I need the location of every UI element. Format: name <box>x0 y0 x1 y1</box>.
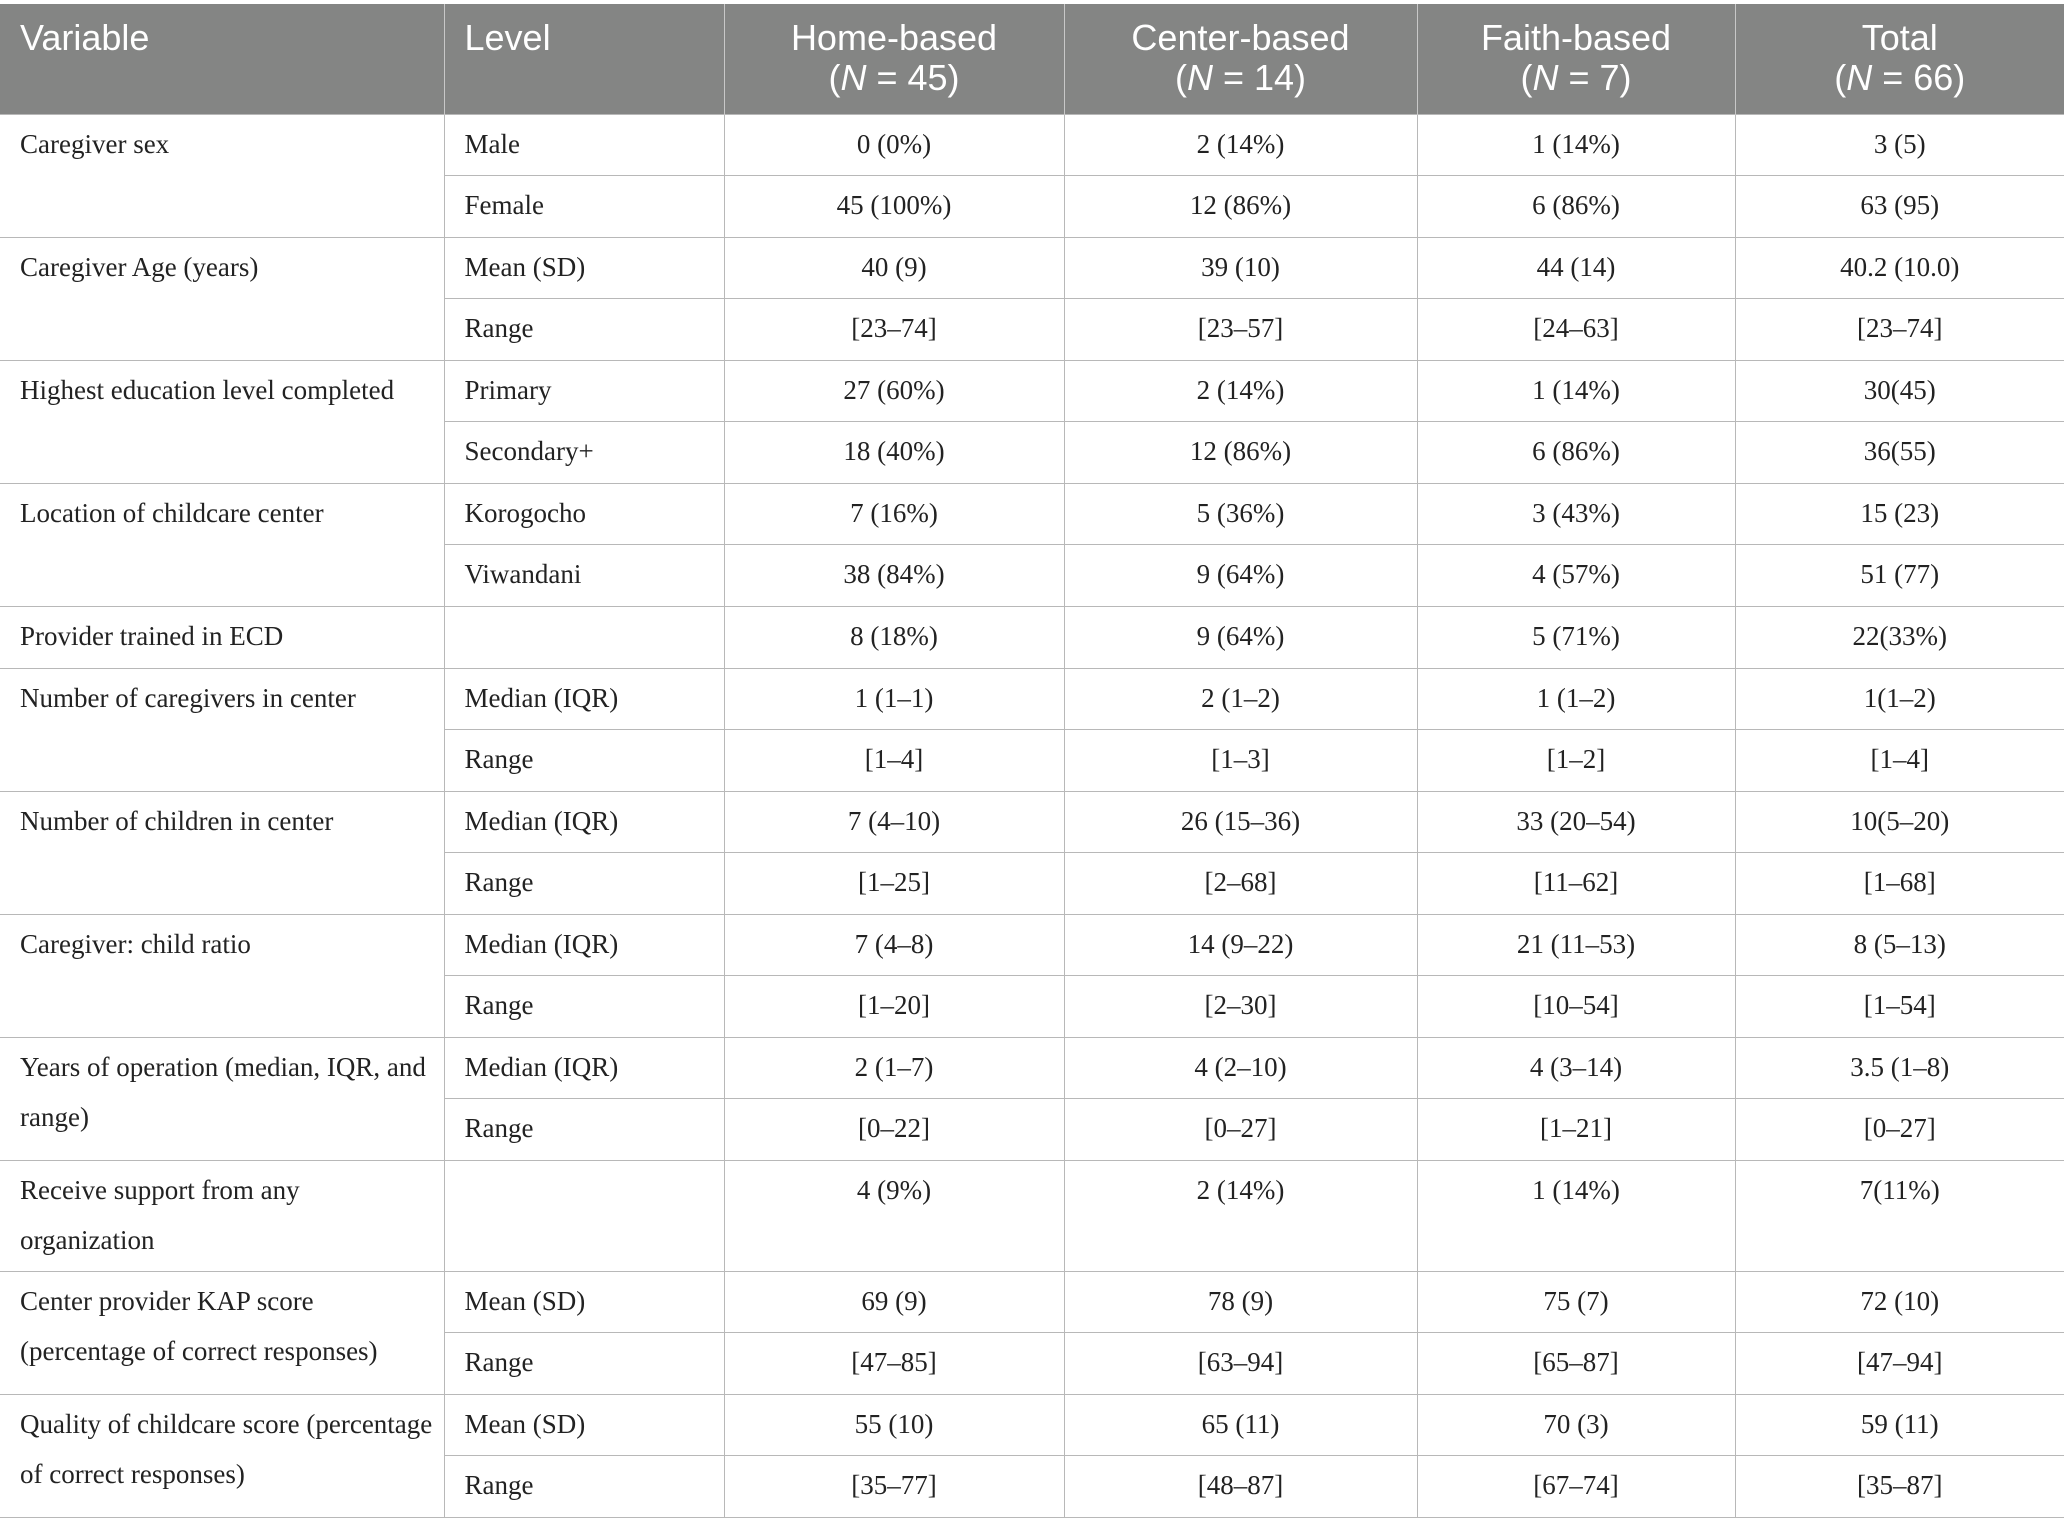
cell-faith-based: [1–21] <box>1417 1098 1735 1160</box>
cell-center-based: 26 (15–36) <box>1064 791 1417 852</box>
cell-center-based: 5 (36%) <box>1064 483 1417 544</box>
cell-total: [1–68] <box>1735 852 2064 914</box>
cell-level: Range <box>444 1455 724 1517</box>
cell-level: Mean (SD) <box>444 1394 724 1455</box>
cell-total: [1–54] <box>1735 975 2064 1037</box>
cell-home-based: 38 (84%) <box>724 544 1064 606</box>
cell-level: Range <box>444 975 724 1037</box>
cell-center-based: 9 (64%) <box>1064 606 1417 668</box>
cell-home-based: 69 (9) <box>724 1271 1064 1332</box>
cell-home-based: [35–77] <box>724 1455 1064 1517</box>
cell-center-based: [23–57] <box>1064 298 1417 360</box>
cell-faith-based: 21 (11–53) <box>1417 914 1735 975</box>
cell-level: Secondary+ <box>444 421 724 483</box>
cell-center-based: 2 (14%) <box>1064 114 1417 175</box>
header-home-based <box>724 4 1064 114</box>
header-total-label: Total <box>1861 17 1938 58</box>
cell-level: Mean (SD) <box>444 237 724 298</box>
cell-level: Range <box>444 852 724 914</box>
cell-center-based: [0–27] <box>1064 1098 1417 1160</box>
cell-level: Korogocho <box>444 483 724 544</box>
header-center-based <box>1064 4 1417 114</box>
table-row <box>0 791 2064 852</box>
cell-home-based: 7 (4–10) <box>724 791 1064 852</box>
cell-faith-based: [1–2] <box>1417 729 1735 791</box>
table-row <box>0 1037 2064 1098</box>
cell-level <box>444 1160 724 1271</box>
cell-home-based: 45 (100%) <box>724 175 1064 237</box>
cell-total: [0–27] <box>1735 1098 2064 1160</box>
cell-variable: Number of caregivers in center <box>0 668 444 791</box>
table-header <box>0 4 2064 114</box>
table-row <box>0 1160 2064 1271</box>
cell-home-based: 0 (0%) <box>724 114 1064 175</box>
cell-center-based: 12 (86%) <box>1064 421 1417 483</box>
header-row <box>0 4 2064 114</box>
cell-center-based: 2 (14%) <box>1064 360 1417 421</box>
cell-faith-based: 4 (57%) <box>1417 544 1735 606</box>
cell-variable: Center provider KAP score (percentage of correct responses) <box>0 1271 444 1394</box>
cell-total: [23–74] <box>1735 298 2064 360</box>
cell-total: 59 (11) <box>1735 1394 2064 1455</box>
header-home-n: (N = 45) <box>828 57 960 98</box>
cell-faith-based: 70 (3) <box>1417 1394 1735 1455</box>
cell-center-based: 12 (86%) <box>1064 175 1417 237</box>
cell-level: Median (IQR) <box>444 914 724 975</box>
cell-home-based: [1–4] <box>724 729 1064 791</box>
cell-faith-based: [24–63] <box>1417 298 1735 360</box>
cell-variable: Location of childcare center <box>0 483 444 606</box>
cell-level: Median (IQR) <box>444 791 724 852</box>
cell-home-based: 1 (1–1) <box>724 668 1064 729</box>
cell-home-based: [1–20] <box>724 975 1064 1037</box>
table-row <box>0 114 2064 175</box>
header-total-n: (N = 66) <box>1834 57 1966 98</box>
cell-home-based: 7 (16%) <box>724 483 1064 544</box>
cell-faith-based: 3 (43%) <box>1417 483 1735 544</box>
header-variable: Variable <box>0 4 444 114</box>
header-faith-based <box>1417 4 1735 114</box>
cell-center-based: 2 (1–2) <box>1064 668 1417 729</box>
header-center-n-value: = 14 <box>1212 57 1295 98</box>
cell-center-based: 78 (9) <box>1064 1271 1417 1332</box>
cell-home-based: 18 (40%) <box>724 421 1064 483</box>
cell-total: 1(1–2) <box>1735 668 2064 729</box>
cell-total: 36(55) <box>1735 421 2064 483</box>
cell-total: 8 (5–13) <box>1735 914 2064 975</box>
cell-variable: Provider trained in ECD <box>0 606 444 668</box>
cell-faith-based: 44 (14) <box>1417 237 1735 298</box>
cell-faith-based: [10–54] <box>1417 975 1735 1037</box>
header-home-n-symbol: N <box>840 57 867 98</box>
cell-total: 3 (5) <box>1735 114 2064 175</box>
cell-home-based: 7 (4–8) <box>724 914 1064 975</box>
header-level: Level <box>444 4 724 114</box>
cell-center-based: 39 (10) <box>1064 237 1417 298</box>
cell-faith-based: [65–87] <box>1417 1332 1735 1394</box>
cell-center-based: 9 (64%) <box>1064 544 1417 606</box>
cell-level: Median (IQR) <box>444 1037 724 1098</box>
cell-total: [47–94] <box>1735 1332 2064 1394</box>
cell-center-based: 2 (14%) <box>1064 1160 1417 1271</box>
cell-center-based: [1–3] <box>1064 729 1417 791</box>
cell-home-based: [47–85] <box>724 1332 1064 1394</box>
cell-home-based: 55 (10) <box>724 1394 1064 1455</box>
cell-total: [35–87] <box>1735 1455 2064 1517</box>
cell-faith-based: 6 (86%) <box>1417 421 1735 483</box>
cell-faith-based: 1 (14%) <box>1417 114 1735 175</box>
cell-variable: Receive support from any organization <box>0 1160 444 1271</box>
cell-total: 22(33%) <box>1735 606 2064 668</box>
cell-home-based: 4 (9%) <box>724 1160 1064 1271</box>
cell-faith-based: 4 (3–14) <box>1417 1037 1735 1098</box>
cell-center-based: 14 (9–22) <box>1064 914 1417 975</box>
cell-faith-based: 1 (14%) <box>1417 360 1735 421</box>
cell-total: 3.5 (1–8) <box>1735 1037 2064 1098</box>
cell-total: 10(5–20) <box>1735 791 2064 852</box>
header-faith-n: (N = 7) <box>1520 57 1632 98</box>
table-row <box>0 914 2064 975</box>
cell-center-based: [48–87] <box>1064 1455 1417 1517</box>
header-total-n-symbol: N <box>1846 57 1873 98</box>
header-center-n-symbol: N <box>1186 57 1213 98</box>
cell-level <box>444 606 724 668</box>
cell-variable: Years of operation (median, IQR, and range) <box>0 1037 444 1160</box>
cell-home-based: 8 (18%) <box>724 606 1064 668</box>
cell-variable: Caregiver sex <box>0 114 444 237</box>
cell-level: Median (IQR) <box>444 668 724 729</box>
table-row <box>0 668 2064 729</box>
table-row <box>0 1394 2064 1455</box>
cell-home-based: [23–74] <box>724 298 1064 360</box>
table-row <box>0 1271 2064 1332</box>
cell-home-based: [0–22] <box>724 1098 1064 1160</box>
cell-faith-based: [11–62] <box>1417 852 1735 914</box>
cell-variable: Highest education level completed <box>0 360 444 483</box>
cell-faith-based: 1 (1–2) <box>1417 668 1735 729</box>
cell-total: 30(45) <box>1735 360 2064 421</box>
cell-variable: Caregiver: child ratio <box>0 914 444 1037</box>
cell-faith-based: 5 (71%) <box>1417 606 1735 668</box>
cell-total: [1–4] <box>1735 729 2064 791</box>
header-home-n-value: = 45 <box>866 57 948 98</box>
cell-total: 7(11%) <box>1735 1160 2064 1271</box>
table-row <box>0 237 2064 298</box>
cell-level: Viwandani <box>444 544 724 606</box>
header-total-n-value: = 66 <box>1872 57 1954 98</box>
cell-level: Male <box>444 114 724 175</box>
header-faith-n-value: = 7 <box>1558 57 1620 98</box>
cell-total: 63 (95) <box>1735 175 2064 237</box>
cell-center-based: 4 (2–10) <box>1064 1037 1417 1098</box>
header-faith-n-symbol: N <box>1532 57 1559 98</box>
cell-center-based: [2–68] <box>1064 852 1417 914</box>
cell-variable: Number of children in center <box>0 791 444 914</box>
header-center-label: Center-based <box>1131 17 1350 58</box>
cell-level: Mean (SD) <box>444 1271 724 1332</box>
header-home-label: Home-based <box>790 17 998 58</box>
cell-total: 15 (23) <box>1735 483 2064 544</box>
table-body <box>0 114 2064 1517</box>
cell-faith-based: 33 (20–54) <box>1417 791 1735 852</box>
cell-level: Range <box>444 1098 724 1160</box>
cell-home-based: 2 (1–7) <box>724 1037 1064 1098</box>
table-row <box>0 483 2064 544</box>
cell-faith-based: 6 (86%) <box>1417 175 1735 237</box>
cell-center-based: [2–30] <box>1064 975 1417 1037</box>
cell-variable: Quality of childcare score (percentage of correct responses) <box>0 1394 444 1517</box>
table-row <box>0 360 2064 421</box>
cell-center-based: [63–94] <box>1064 1332 1417 1394</box>
cell-total: 72 (10) <box>1735 1271 2064 1332</box>
cell-faith-based: [67–74] <box>1417 1455 1735 1517</box>
header-total <box>1735 4 2064 114</box>
cell-faith-based: 75 (7) <box>1417 1271 1735 1332</box>
characteristics-table <box>0 4 2064 1518</box>
cell-faith-based: 1 (14%) <box>1417 1160 1735 1271</box>
cell-level: Range <box>444 729 724 791</box>
cell-level: Female <box>444 175 724 237</box>
table-row <box>0 606 2064 668</box>
cell-total: 51 (77) <box>1735 544 2064 606</box>
cell-home-based: [1–25] <box>724 852 1064 914</box>
header-faith-label: Faith-based <box>1480 17 1672 58</box>
cell-home-based: 40 (9) <box>724 237 1064 298</box>
cell-home-based: 27 (60%) <box>724 360 1064 421</box>
cell-level: Range <box>444 298 724 360</box>
header-center-n: (N = 14) <box>1174 57 1307 98</box>
cell-level: Primary <box>444 360 724 421</box>
cell-level: Range <box>444 1332 724 1394</box>
cell-total: 40.2 (10.0) <box>1735 237 2064 298</box>
cell-variable: Caregiver Age (years) <box>0 237 444 360</box>
cell-center-based: 65 (11) <box>1064 1394 1417 1455</box>
